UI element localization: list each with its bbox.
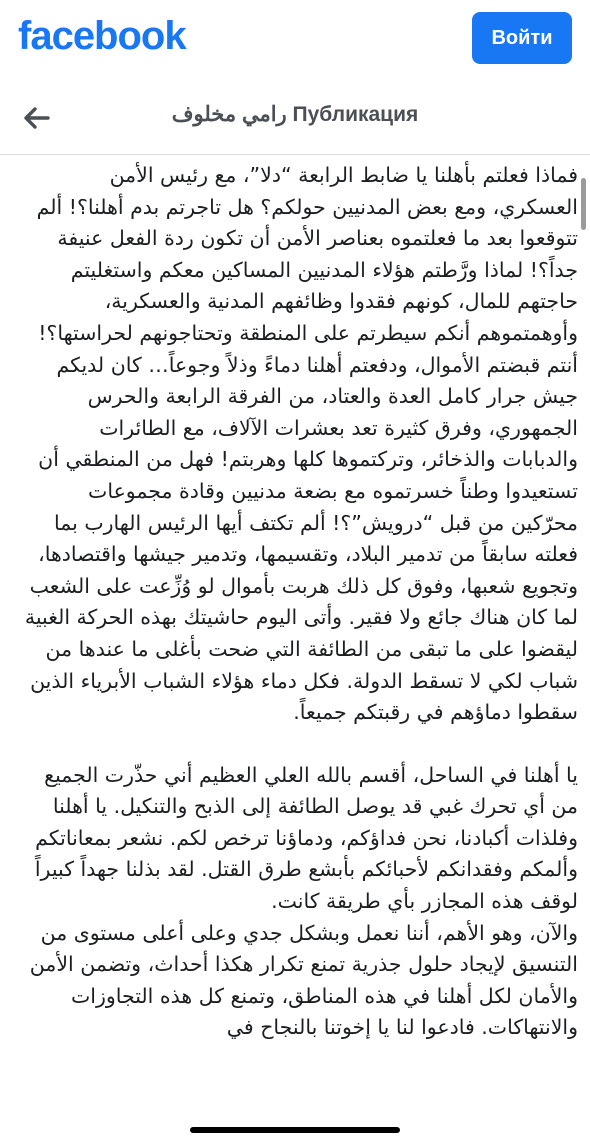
post-paragraph: والآن، وهو الأهم، أننا نعمل وبشكل جدي وعلى أعلى مستوى من التنسيق لإيجاد حلول جذرية تمنع تكرار هكذا أحداث، وتضمن الأمن والأمان لكل أهلنا في هذه المناطق، وتمنع كل هذه التجاوزات والانتهاكات. فادعوا لنا يا إخوتنا بالنجاح في bbox=[29, 920, 578, 1040]
home-indicator bbox=[190, 1127, 400, 1133]
facebook-logo[interactable]: facebook bbox=[18, 14, 186, 58]
scrollbar[interactable] bbox=[581, 178, 586, 230]
page-title: رامي مخلوف Публикация bbox=[171, 103, 419, 126]
login-button[interactable]: Войти bbox=[472, 12, 572, 64]
post-paragraph: فماذا فعلتم بأهلنا يا ضابط الرابعة “دلا”، مع رئيس الأمن العسكري، ومع بعض المدنيين حولكم؟ هل تاجرتم بدم أهلنا؟! ألم تتوقعوا بعد ما فعلتموه بعناصر الأمن أن تكون ردة الفعل عنيفة جداً؟! لماذا ورَّطتم هؤلاء المدنيين المساكين معكم واستغليتم حاجتهم للمال، كونهم فقدوا وظائفهم المدنية والعسكرية، وأوهمتموهم أنكم سيطرتم على المنطقة وتحتاجونهم لحراستها؟! أنتم قبضتم الأموال، ودفعتم أهلنا دماءً وذلاً وجوعاً… كان لديكم جيش جرار كامل العدة والعتاد، من الفرقة الرابعة والحرس الجمهوري، وفرق كثيرة تعد بعشرات الآلاف، مع الطائرات والدبابات والذخائر، وتركتموها كلها وهربتم! فهل من المنطقي أن تستعيدوا وطناً خسرتموه مع بضعة مدنيين وقادة مجموعات محرّكين من قبل “درويش”؟! ألم تكتف أيها الرئيس الهارب بما فعلته سابقاً من تدمير البلاد، وتقسيمها، وتدمير جيشها واقتصادها، وتجويع شعبها، وفوق كل ذلك هربت بأموال لو وُزِّعت على الشعب لما كان هناك جائع ولا فقير. وأتى اليوم حاشيتك بهذه الحركة الغبية ليقضوا على ما تبقى من الطائفة التي ضحت بأغلى ما عندها من شباب لكي لا تسقط الدولة. فكل دماء هؤلاء الشباب الأبرياء الذين سقطوا دماؤهم في رقبتكم جميعاً. bbox=[24, 163, 578, 725]
top-bar bbox=[0, 0, 590, 80]
post-header bbox=[0, 82, 590, 155]
post-body bbox=[18, 160, 578, 1141]
post-paragraph: يا أهلنا في الساحل، أقسم بالله العلي العظيم أني حذّرت الجميع من أي تحرك غبي قد يوصل الطائفة إلى الذبح والتنكيل. يا أهلنا وفلذات أكبادنا، نحن فداؤكم، ودماؤنا ترخص لكم. نشعر بمعاناتكم وألمكم وفقدانكم لأحبائكم بأبشع طرق القتل. لقد بذلنا جهداً كبيراً لوقف هذه المجازر بأي طريقة كانت. bbox=[34, 762, 578, 914]
